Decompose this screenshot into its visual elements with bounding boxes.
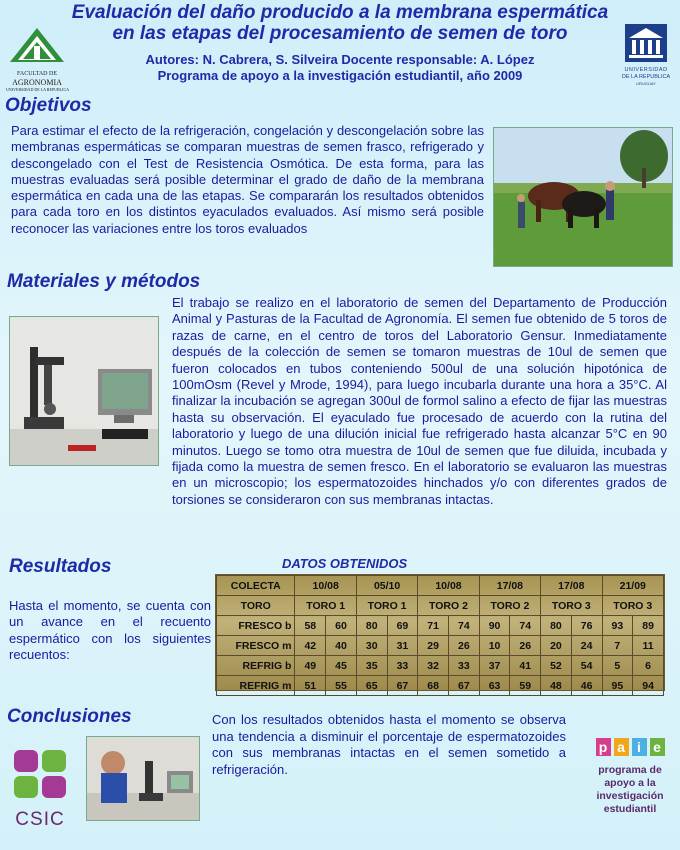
value-cell: 5 [602, 656, 633, 676]
value-cell: 67 [448, 676, 479, 696]
table-row [217, 676, 664, 696]
paie-letter-e: e [650, 738, 665, 756]
colecta-date-cell: 17/08 [541, 576, 602, 596]
value-cell: 42 [295, 636, 326, 656]
toro-name-cell: TORO 2 [418, 596, 479, 616]
udelar-logo-line3: URUGUAY [636, 81, 656, 86]
csic-label: CSIC [15, 809, 65, 830]
paie-letter-a: a [614, 738, 629, 756]
row-label-cell: FRESCO m [217, 636, 295, 656]
value-cell: 20 [541, 636, 572, 656]
conclusiones-heading: Conclusiones [7, 706, 132, 727]
materiales-heading: Materiales y métodos [7, 271, 201, 292]
value-cell: 69 [387, 616, 418, 636]
value-cell: 89 [633, 616, 664, 636]
paie-letter-p: p [596, 738, 611, 756]
value-cell: 58 [295, 616, 326, 636]
paie-caption-line2: apoyo a la [604, 777, 656, 789]
value-cell: 24 [571, 636, 602, 656]
paie-caption [589, 764, 671, 816]
value-cell: 29 [418, 636, 449, 656]
value-cell: 95 [602, 676, 633, 696]
value-cell: 33 [448, 656, 479, 676]
row-label-cell: REFRIG m [217, 676, 295, 696]
authors-line: Autores: N. Cabrera, S. Silveira Docente responsable: A. López [145, 52, 535, 67]
toro-label-cell: TORO [217, 596, 295, 616]
colecta-date-cell: 10/08 [295, 576, 356, 596]
value-cell: 65 [356, 676, 387, 696]
value-cell: 11 [633, 636, 664, 656]
colecta-date-cell: 05/10 [356, 576, 417, 596]
colecta-date-cell: 17/08 [479, 576, 540, 596]
value-cell: 54 [571, 656, 602, 676]
value-cell: 80 [356, 616, 387, 636]
colecta-date-cell: 21/09 [602, 576, 664, 596]
agronomia-logo-line1: FACULTAD DE [16, 71, 58, 77]
colecta-label-cell: COLECTA [217, 576, 295, 596]
value-cell: 55 [326, 676, 357, 696]
value-cell: 7 [602, 636, 633, 656]
table-title: DATOS OBTENIDOS [282, 556, 408, 571]
value-cell: 52 [541, 656, 572, 676]
value-cell: 45 [326, 656, 357, 676]
table-row [217, 616, 664, 636]
value-cell: 6 [633, 656, 664, 676]
agronomia-logo-line2: AGRONOMIA [12, 78, 62, 87]
results-table [216, 575, 664, 696]
paie-caption-line1: programa de [598, 764, 662, 776]
results-table-wrap [215, 574, 665, 691]
objetivos-text: Para estimar el efecto de la refrigeración, congelación y descongelación sobre las membranas espermáticas se comparan muestras de semen frasco, refrigerado y descongelado con el Test de Resistencia Osmótica. De esta forma, para las muestras evaluadas será posible determinar el grado de daño de la membrana espermática en cada una de las etapas. Se compararán los resultados obtenidos para cada toro en los distintos eyaculados evaluados. Así mismo será posible reconocer las variaciones entre los toros evaluados [11, 123, 484, 236]
value-cell: 32 [418, 656, 449, 676]
value-cell: 68 [418, 676, 449, 696]
udelar-logo-line2: DE LA REPUBLICA [621, 74, 671, 80]
paie-caption-line3: investigación [596, 790, 664, 802]
value-cell: 71 [418, 616, 449, 636]
poster-title [0, 2, 680, 44]
paie-letter-i: i [632, 738, 647, 756]
value-cell: 74 [448, 616, 479, 636]
agronomia-logo-line3: UNIVERSIDAD DE LA REPUBLICA [6, 87, 69, 92]
value-cell: 33 [387, 656, 418, 676]
resultados-text: Hasta el momento, se cuenta con un avance en el recuento espermático con los siguientes recuentos: [9, 598, 211, 662]
value-cell: 60 [326, 616, 357, 636]
table-row-colecta [217, 576, 664, 596]
table-row-toro [217, 596, 664, 616]
table-row [217, 656, 664, 676]
conclusiones-text: Con los resultados obtenidos hasta el momento se observa una tendencia a disminuir el porcentaje de espermatozoides con sus membranas intactas en el semen sometido a refrigeración. [212, 712, 566, 777]
microscope-photo [9, 316, 159, 466]
value-cell: 10 [479, 636, 510, 656]
toro-name-cell: TORO 2 [479, 596, 540, 616]
program-line: Programa de apoyo a la investigación estudiantil, año 2009 [157, 68, 523, 83]
paie-logo [589, 738, 671, 834]
bull-photo [493, 127, 673, 267]
title-line-2: en las etapas del procesamiento de semen de toro [112, 23, 568, 44]
value-cell: 94 [633, 676, 664, 696]
value-cell: 51 [295, 676, 326, 696]
lab-photo [86, 736, 200, 821]
value-cell: 46 [571, 676, 602, 696]
value-cell: 26 [448, 636, 479, 656]
value-cell: 76 [571, 616, 602, 636]
value-cell: 26 [510, 636, 541, 656]
authors-block [0, 52, 680, 84]
value-cell: 90 [479, 616, 510, 636]
paie-caption-line4: estudiantil [603, 803, 657, 815]
row-label-cell: REFRIG b [217, 656, 295, 676]
value-cell: 40 [326, 636, 357, 656]
value-cell: 63 [479, 676, 510, 696]
value-cell: 30 [356, 636, 387, 656]
table-row [217, 636, 664, 656]
row-label-cell: FRESCO b [217, 616, 295, 636]
materiales-text: El trabajo se realizo en el laboratorio de semen del Departamento de Producción Animal y Pasturas de la Facultad de Agronomía. El semen fue obtenido de 5 toros de razas de carne, en el centro de toros del Laboratorio Gensur. Inmediatamente después de la colección de semen se tomaron muestras de 10ul de semen que fueron colocados en tubos conteniendo 500ul de una solución hipotónica de 100mOsm (Revel y Mrode, 1994), para luego incubarla durante una hora a 35°C. Al finalizar la incubación se agregan 300ul de formol salino a efecto de fijar las muestras hasta su observación. El eyaculado fue procesado de acuerdo con la rutina del laboratorio y luego de una dilución inicial fue refrigerado hasta alcanzar 5°C en 90 minutos. Luego se tomo otra muestra de 10ul de semen que fue diluida, incubada y fijada como la muestra de semen fresco. En el laboratorio se evaluaron las muestras en un microscopio; los espermatozoides hinchados y/o con diferentes grados de torsiones se consideraron con sus membranas intactas. [172, 295, 667, 507]
value-cell: 48 [541, 676, 572, 696]
value-cell: 80 [541, 616, 572, 636]
toro-name-cell: TORO 1 [295, 596, 356, 616]
value-cell: 67 [387, 676, 418, 696]
resultados-heading: Resultados [9, 556, 112, 577]
value-cell: 37 [479, 656, 510, 676]
value-cell: 59 [510, 676, 541, 696]
toro-name-cell: TORO 1 [356, 596, 417, 616]
title-line-1: Evaluación del daño producido a la membrana espermática [71, 2, 609, 23]
csic-emblem-icon [10, 744, 70, 804]
paie-letters [589, 738, 671, 756]
value-cell: 41 [510, 656, 541, 676]
udelar-logo-line1: UNIVERSIDAD [624, 67, 668, 73]
csic-logo [10, 744, 70, 832]
value-cell: 93 [602, 616, 633, 636]
toro-name-cell: TORO 3 [541, 596, 602, 616]
colecta-date-cell: 10/08 [418, 576, 479, 596]
value-cell: 49 [295, 656, 326, 676]
value-cell: 74 [510, 616, 541, 636]
toro-name-cell: TORO 3 [602, 596, 664, 616]
value-cell: 31 [387, 636, 418, 656]
value-cell: 35 [356, 656, 387, 676]
objetivos-heading: Objetivos [5, 95, 92, 116]
